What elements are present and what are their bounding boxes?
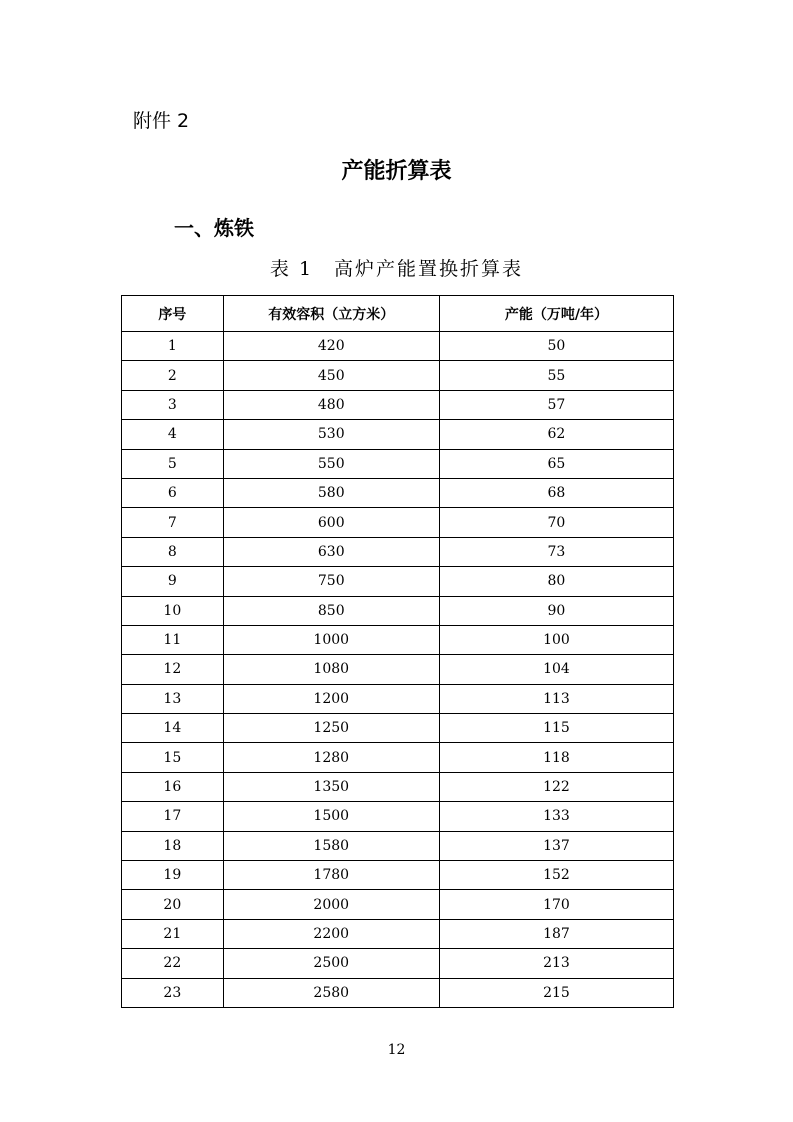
table-row (122, 861, 674, 890)
cell-capacity: 62 (439, 420, 673, 449)
cell-capacity: 55 (439, 361, 673, 390)
table-row (122, 449, 674, 478)
cell-index: 7 (122, 508, 224, 537)
table-row (122, 596, 674, 625)
cell-capacity: 100 (439, 625, 673, 654)
table-row (122, 332, 674, 361)
table-row (122, 714, 674, 743)
table-row (122, 361, 674, 390)
cell-volume: 750 (223, 567, 439, 596)
cell-capacity: 170 (439, 890, 673, 919)
cell-volume: 420 (223, 332, 439, 361)
cell-capacity: 73 (439, 537, 673, 566)
cell-volume: 530 (223, 420, 439, 449)
cell-capacity: 68 (439, 478, 673, 507)
cell-capacity: 215 (439, 978, 673, 1007)
cell-volume: 480 (223, 390, 439, 419)
table-body (122, 332, 674, 1008)
cell-capacity: 65 (439, 449, 673, 478)
table-row (122, 919, 674, 948)
header-capacity: 产能（万吨/年） (439, 296, 673, 332)
cell-volume: 1280 (223, 743, 439, 772)
table-row (122, 655, 674, 684)
cell-index: 14 (122, 714, 224, 743)
cell-index: 8 (122, 537, 224, 566)
cell-index: 2 (122, 361, 224, 390)
cell-capacity: 90 (439, 596, 673, 625)
table-caption: 表 1 高炉产能置换折算表 (269, 258, 524, 280)
cell-capacity: 57 (439, 390, 673, 419)
cell-volume: 600 (223, 508, 439, 537)
cell-volume: 2000 (223, 890, 439, 919)
table-row (122, 567, 674, 596)
cell-index: 9 (122, 567, 224, 596)
cell-capacity: 137 (439, 831, 673, 860)
table-row (122, 831, 674, 860)
document-title: 产能折算表 (341, 159, 452, 184)
cell-index: 19 (122, 861, 224, 890)
cell-index: 16 (122, 772, 224, 801)
cell-index: 5 (122, 449, 224, 478)
table-row (122, 390, 674, 419)
cell-index: 1 (122, 332, 224, 361)
cell-volume: 850 (223, 596, 439, 625)
cell-capacity: 187 (439, 919, 673, 948)
cell-volume: 630 (223, 537, 439, 566)
header-index: 序号 (122, 296, 224, 332)
table-row (122, 802, 674, 831)
cell-volume: 1250 (223, 714, 439, 743)
page-number: 12 (387, 1042, 406, 1058)
capacity-table (121, 295, 674, 1008)
cell-volume: 550 (223, 449, 439, 478)
cell-volume: 580 (223, 478, 439, 507)
cell-index: 22 (122, 949, 224, 978)
cell-capacity: 118 (439, 743, 673, 772)
cell-volume: 1350 (223, 772, 439, 801)
table-row (122, 743, 674, 772)
cell-capacity: 122 (439, 772, 673, 801)
table-row (122, 772, 674, 801)
cell-index: 10 (122, 596, 224, 625)
cell-volume: 1200 (223, 684, 439, 713)
cell-index: 6 (122, 478, 224, 507)
cell-index: 15 (122, 743, 224, 772)
cell-volume: 2580 (223, 978, 439, 1007)
cell-volume: 1580 (223, 831, 439, 860)
cell-index: 3 (122, 390, 224, 419)
annex-label: 附件 2 (133, 110, 190, 132)
table-row (122, 978, 674, 1007)
cell-index: 23 (122, 978, 224, 1007)
table-header-row (122, 296, 674, 332)
cell-capacity: 104 (439, 655, 673, 684)
cell-capacity: 133 (439, 802, 673, 831)
table-row (122, 890, 674, 919)
header-volume: 有效容积（立方米） (223, 296, 439, 332)
cell-capacity: 70 (439, 508, 673, 537)
cell-index: 17 (122, 802, 224, 831)
cell-capacity: 80 (439, 567, 673, 596)
cell-volume: 1500 (223, 802, 439, 831)
cell-index: 18 (122, 831, 224, 860)
section-heading: 一、炼铁 (174, 216, 254, 240)
cell-volume: 1000 (223, 625, 439, 654)
cell-volume: 1780 (223, 861, 439, 890)
cell-volume: 2500 (223, 949, 439, 978)
table-row (122, 508, 674, 537)
table-row (122, 684, 674, 713)
table-row (122, 478, 674, 507)
cell-volume: 450 (223, 361, 439, 390)
cell-index: 20 (122, 890, 224, 919)
table-row (122, 625, 674, 654)
cell-capacity: 113 (439, 684, 673, 713)
cell-index: 21 (122, 919, 224, 948)
cell-capacity: 152 (439, 861, 673, 890)
table-row (122, 420, 674, 449)
cell-capacity: 213 (439, 949, 673, 978)
cell-capacity: 50 (439, 332, 673, 361)
cell-index: 12 (122, 655, 224, 684)
cell-capacity: 115 (439, 714, 673, 743)
table-row (122, 949, 674, 978)
cell-index: 4 (122, 420, 224, 449)
cell-index: 13 (122, 684, 224, 713)
cell-index: 11 (122, 625, 224, 654)
cell-volume: 1080 (223, 655, 439, 684)
cell-volume: 2200 (223, 919, 439, 948)
table-row (122, 537, 674, 566)
